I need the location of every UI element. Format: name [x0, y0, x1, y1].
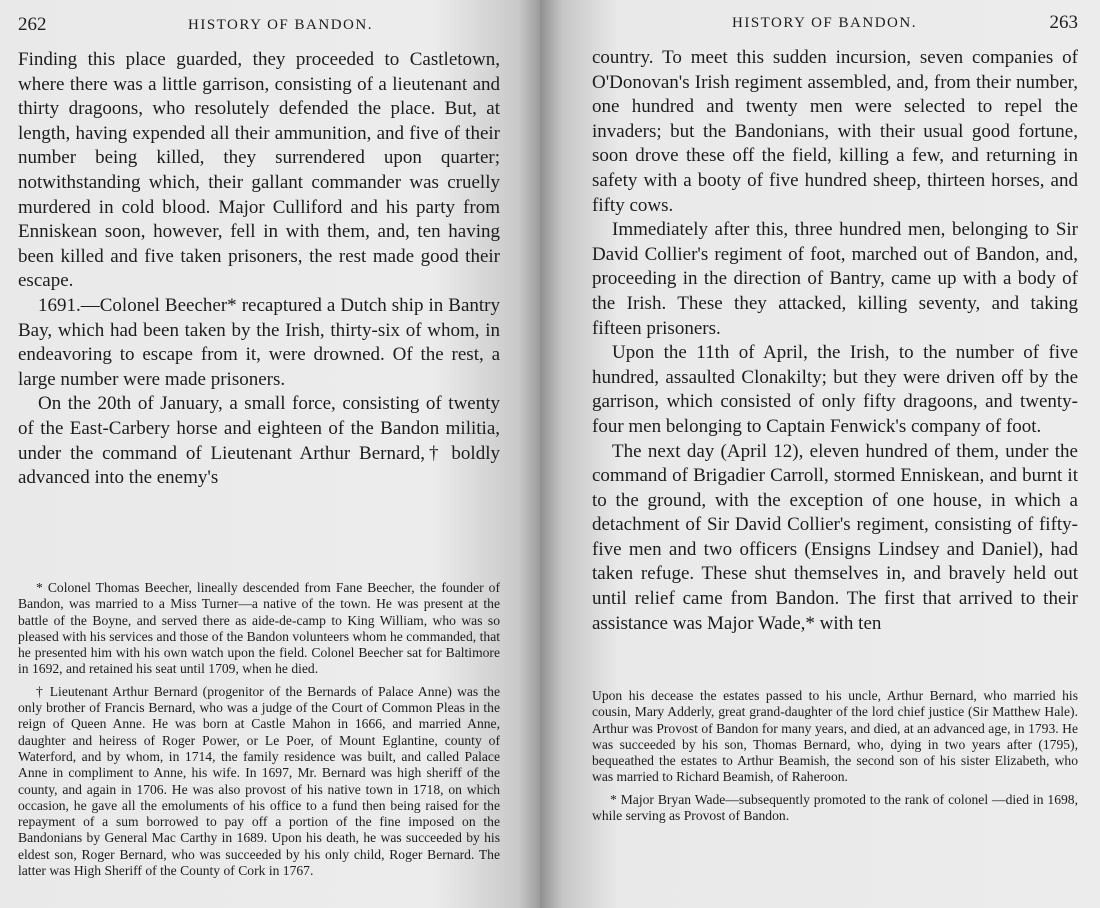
right-running-title: HISTORY OF BANDON. — [732, 15, 917, 31]
right-footnote-continuation: Upon his decease the estates passed to his uncle, Arthur Bernard, who married his cousin, Mary Adderly, great grand-daughter of the lord chief justice (Sir Matthew Hale). Arthur was Provost of Bandon for many years, and died, at an advanced age, in 1793. He was succeeded by his son, Thomas Bernard, who, dying in two years after (1795), bequeathed the estates to Arthur Beamish, the second son of his sister Elizabeth, who was married to Richard Beamish, of Raheroon. — [592, 688, 1078, 785]
left-running-head — [18, 14, 500, 48]
left-page-number: 262 — [18, 14, 47, 35]
left-running-title: HISTORY OF BANDON. — [188, 17, 373, 33]
right-paragraph-1: country. To meet this sudden incursion, seven companies of O'Donovan's Irish regiment assembled, and, from their number, one hundred and twenty men were selected to repel the invaders; but the Bandonians, with their usual good fortune, soon drove these off the field, killing a few, and returning in safety with a booty of five hundred sheep, thirteen horses, and fifty cows. — [592, 47, 1078, 216]
left-paragraph-2: 1691.—Colonel Beecher* recaptured a Dutch ship in Bantry Bay, which had been taken by the Irish, thirty-six of whom, in endeavoring to escape from it, were drowned. Of the rest, a large number were made prisoners. — [18, 294, 500, 390]
right-running-head — [592, 12, 1078, 46]
left-footnotes — [18, 580, 500, 879]
left-footnote-2: † Lieutenant Arthur Bernard (progenitor of the Bernards of Palace Anne) was the only brother of Francis Bernard, who was a judge of the Court of Common Pleas in the reign of Queen Anne. He was born at Castle Mahon in 1666, and married Anne, daughter and heiress of Roger Power, or Le Poer, of Mount Eglantine, county of Waterford, and by whom, in 1714, the family residence was built, and called Palace Anne in compliment to Anne, his wife. In 1697, Mr. Bernard was high sheriff of the county, and again in 1706. He was also provost of his native town in 1718, on which occasion, he gave all the emoluments of his office to a fund then being raised for the repayment of a sum borrowed to pay off a portion of the fine imposed on the Bandonians by General Mac Carthy in 1689. Upon his death, he was succeeded by his eldest son, Roger Bernard, who was succeeded by his only child, Roger Bernard. The latter was High Sheriff of the County of Cork in 1767. — [18, 683, 500, 879]
right-page — [540, 0, 1100, 908]
right-footnote-1: * Major Bryan Wade—subsequently promoted to the rank of colonel —died in 1698, while serving as Provost of Bandon. — [592, 791, 1078, 824]
right-paragraph-3: Upon the 11th of April, the Irish, to the number of five hundred, assaulted Clonakilty; but they were driven off by the garrison, which consisted of only fifty dragoons, and twenty-four men belonging to Captain Fenwick's company of foot. — [592, 342, 1078, 437]
left-paragraph-1: Finding this place guarded, they proceeded to Castletown, where there was a little garrison, consisting of a lieutenant and thirty dragoons, who resolutely defended the place. But, at length, having expended all their ammunition, and five of their number being killed, they surrendered upon quarter; notwithstanding which, their gallant commander was cruelly murdered in cold blood. Major Culliford and his party from Enniskean soon, however, fell in with them, and, ten having been killed and five taken prisoners, the rest made good their escape. — [18, 49, 500, 292]
right-paragraph-2: Immediately after this, three hundred men, belonging to Sir David Collier's regiment of foot, marched out of Bandon, and, proceeding in the direction of Bantry, came up with a body of the Irish. These they attacked, killing seventy, and taking fifteen prisoners. — [592, 219, 1078, 339]
left-footnote-1: * Colonel Thomas Beecher, lineally descended from Fane Beecher, the founder of Bandon, was married to a Miss Turner—a native of the town. He was present at the battle of the Boyne, and served there as aide-de-camp to King William, who was so pleased with his services and those of the Bandon volunteers whom he commanded, that he presented him with his own watch upon the field. Colonel Beecher sat for Baltimore in 1692, and retained his seat until 1709, when he died. — [18, 580, 500, 677]
right-paragraph-4: The next day (April 12), eleven hundred of them, under the command of Brigadier Carroll, stormed Enniskean, and burnt it to the ground, with the exception of one house, in which a detachment of Sir David Collier's regiment, consisting of fifty-five men and two officers (Ensigns Lindsey and Daniel), had taken refuge. These shut themselves in, and bravely held out until relief came from Bandon. The first that arrived to their assistance was Major Wade,* with ten — [592, 440, 1078, 634]
right-body-text — [592, 46, 1078, 676]
left-page — [0, 0, 540, 908]
left-body-text — [18, 48, 500, 568]
right-footnotes — [592, 688, 1078, 824]
left-paragraph-3: On the 20th of January, a small force, consisting of twenty of the East-Carbery horse and eighteen of the Bandon militia, under the command of Lieutenant Arthur Bernard,† boldly advanced into the enemy's — [18, 393, 500, 489]
right-page-number: 263 — [1049, 12, 1078, 33]
